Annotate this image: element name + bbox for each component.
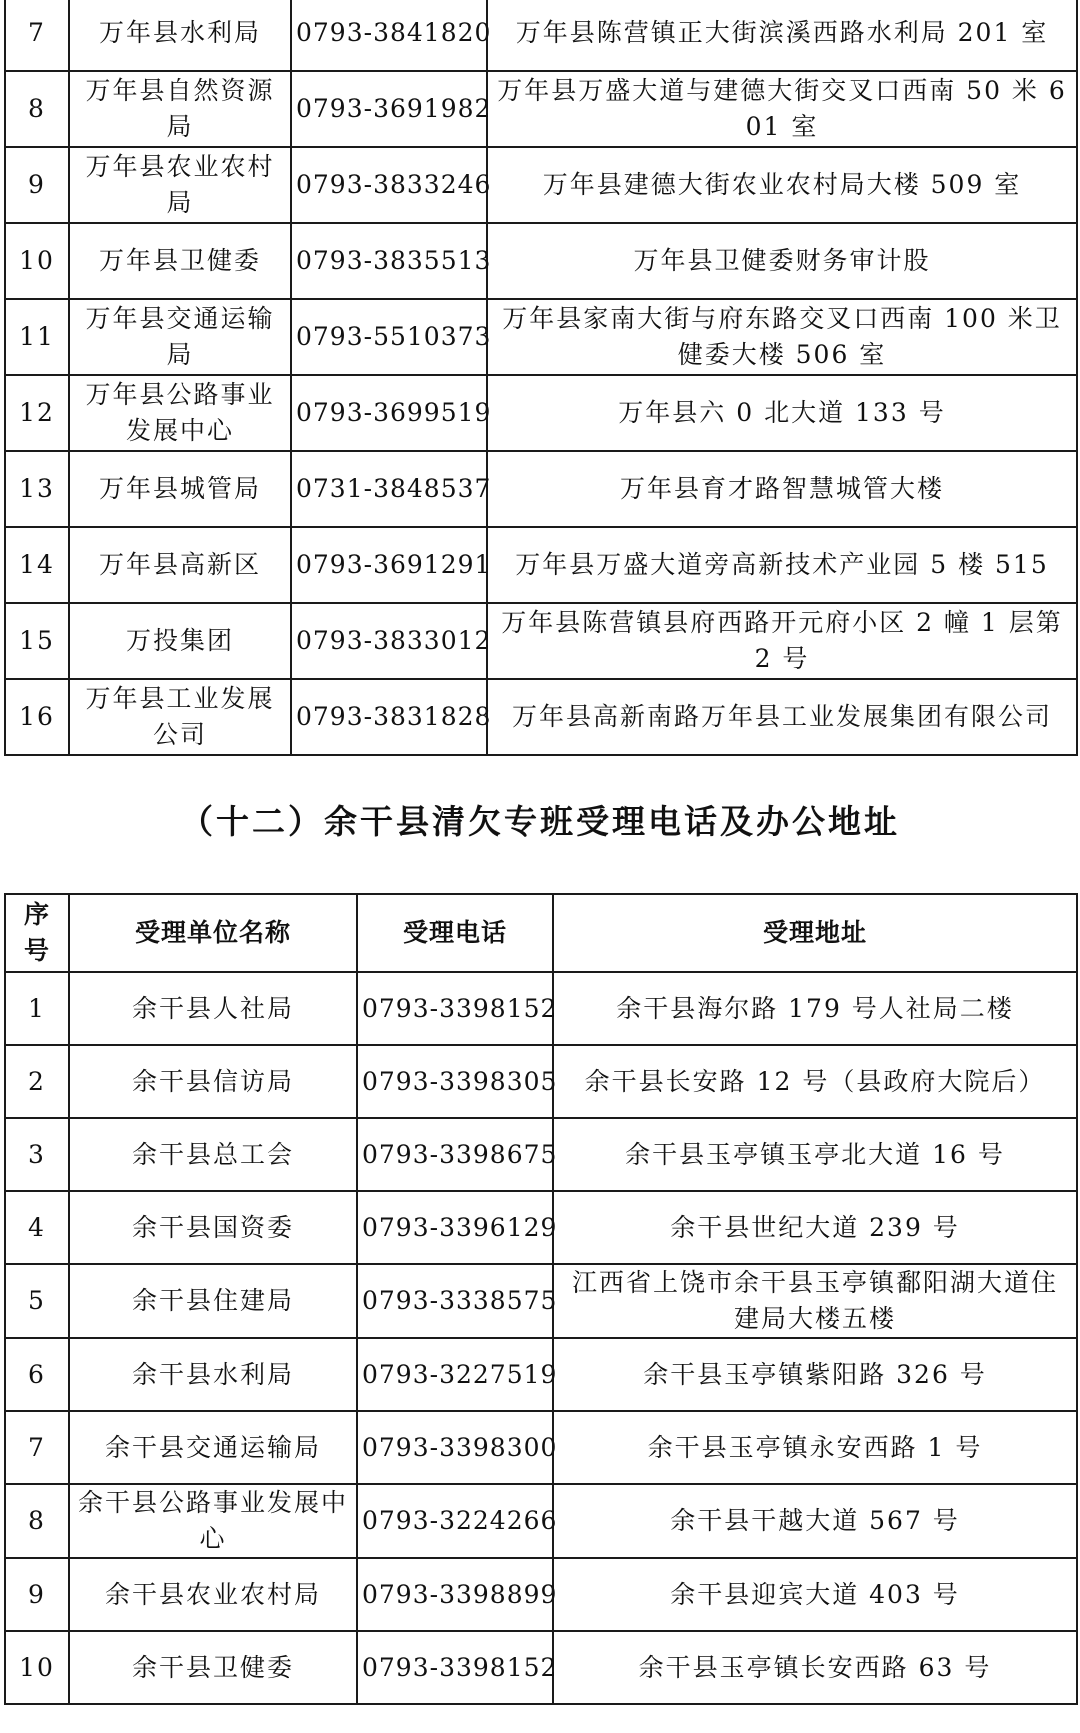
phone-number: 0793-3398152 <box>357 1631 553 1704</box>
table-row <box>5 1264 1077 1338</box>
row-number: 7 <box>5 1411 69 1484</box>
office-address: 余干县长安路 12 号（县政府大院后） <box>553 1045 1077 1118</box>
unit-name: 余干县农业农村局 <box>69 1558 357 1631</box>
row-number: 6 <box>5 1338 69 1411</box>
office-address: 万年县卫健委财务审计股 <box>487 223 1077 299</box>
phone-number: 0793-3398300 <box>357 1411 553 1484</box>
table-row <box>5 375 1077 451</box>
phone-number: 0793-3691982 <box>291 71 487 147</box>
row-number: 9 <box>5 147 69 223</box>
unit-name: 余干县国资委 <box>69 1191 357 1264</box>
phone-number: 0793-3396129 <box>357 1191 553 1264</box>
table-row <box>5 972 1077 1045</box>
yugan-contact-table <box>4 893 1078 1705</box>
unit-name: 余干县人社局 <box>69 972 357 1045</box>
wannian-table-body <box>5 0 1077 755</box>
unit-name: 余干县交通运输局 <box>69 1411 357 1484</box>
phone-number: 0793-3699519 <box>291 375 487 451</box>
office-address: 江西省上饶市余干县玉亭镇鄱阳湖大道住建局大楼五楼 <box>553 1264 1077 1338</box>
office-address: 余干县玉亭镇紫阳路 326 号 <box>553 1338 1077 1411</box>
row-number: 3 <box>5 1118 69 1191</box>
unit-name: 万年县工业发展公司 <box>69 679 291 755</box>
table-row <box>5 223 1077 299</box>
yugan-table-body <box>5 972 1077 1704</box>
office-address: 万年县六 0 北大道 133 号 <box>487 375 1077 451</box>
office-address: 万年县家南大街与府东路交叉口西南 100 米卫健委大楼 506 室 <box>487 299 1077 375</box>
phone-number: 0731-3848537 <box>291 451 487 527</box>
unit-name: 万年县农业农村局 <box>69 147 291 223</box>
header-address: 受理地址 <box>553 894 1077 972</box>
table-row <box>5 1484 1077 1558</box>
row-number: 10 <box>5 1631 69 1704</box>
office-address: 万年县育才路智慧城管大楼 <box>487 451 1077 527</box>
row-number: 2 <box>5 1045 69 1118</box>
phone-number: 0793-3398152 <box>357 972 553 1045</box>
phone-number: 0793-3224266 <box>357 1484 553 1558</box>
unit-name: 余干县公路事业发展中心 <box>69 1484 357 1558</box>
row-number: 16 <box>5 679 69 755</box>
unit-name: 余干县住建局 <box>69 1264 357 1338</box>
unit-name: 余干县信访局 <box>69 1045 357 1118</box>
phone-number: 0793-3833012 <box>291 603 487 679</box>
row-number: 9 <box>5 1558 69 1631</box>
row-number: 8 <box>5 1484 69 1558</box>
table-row <box>5 299 1077 375</box>
unit-name: 万年县城管局 <box>69 451 291 527</box>
phone-number: 0793-3398305 <box>357 1045 553 1118</box>
row-number: 15 <box>5 603 69 679</box>
table-row <box>5 147 1077 223</box>
unit-name: 万年县交通运输局 <box>69 299 291 375</box>
unit-name: 万年县卫健委 <box>69 223 291 299</box>
unit-name: 万投集团 <box>69 603 291 679</box>
table-row <box>5 679 1077 755</box>
unit-name: 万年县公路事业发展中心 <box>69 375 291 451</box>
table-row <box>5 0 1077 71</box>
table-row <box>5 1191 1077 1264</box>
row-number: 13 <box>5 451 69 527</box>
header-unit-name: 受理单位名称 <box>69 894 357 972</box>
header-row <box>5 894 1077 972</box>
office-address: 余干县海尔路 179 号人社局二楼 <box>553 972 1077 1045</box>
row-number: 8 <box>5 71 69 147</box>
office-address: 余干县玉亭镇永安西路 1 号 <box>553 1411 1077 1484</box>
table-row <box>5 1631 1077 1704</box>
office-address: 余干县干越大道 567 号 <box>553 1484 1077 1558</box>
table-row <box>5 1045 1077 1118</box>
table-row <box>5 1338 1077 1411</box>
office-address: 余干县玉亭镇玉亭北大道 16 号 <box>553 1118 1077 1191</box>
phone-number: 0793-3835513 <box>291 223 487 299</box>
office-address: 余干县玉亭镇长安西路 63 号 <box>553 1631 1077 1704</box>
section-title: （十二）余干县清欠专班受理电话及办公地址 <box>180 802 900 841</box>
header-phone: 受理电话 <box>357 894 553 972</box>
row-number: 4 <box>5 1191 69 1264</box>
row-number: 7 <box>5 0 69 71</box>
phone-number: 0793-3841820 <box>291 0 487 71</box>
phone-number: 0793-3338575 <box>357 1264 553 1338</box>
unit-name: 万年县水利局 <box>69 0 291 71</box>
phone-number: 0793-3398899 <box>357 1558 553 1631</box>
table-row <box>5 527 1077 603</box>
office-address: 万年县万盛大道与建德大街交叉口西南 50 米 601 室 <box>487 71 1077 147</box>
phone-number: 0793-3691291 <box>291 527 487 603</box>
office-address: 万年县高新南路万年县工业发展集团有限公司 <box>487 679 1077 755</box>
office-address: 万年县建德大街农业农村局大楼 509 室 <box>487 147 1077 223</box>
table-row <box>5 1558 1077 1631</box>
office-address: 万年县陈营镇正大街滨溪西路水利局 201 室 <box>487 0 1077 71</box>
row-number: 14 <box>5 527 69 603</box>
phone-number: 0793-3398675 <box>357 1118 553 1191</box>
unit-name: 万年县自然资源局 <box>69 71 291 147</box>
office-address: 余干县迎宾大道 403 号 <box>553 1558 1077 1631</box>
table-row <box>5 71 1077 147</box>
phone-number: 0793-5510373 <box>291 299 487 375</box>
office-address: 余干县世纪大道 239 号 <box>553 1191 1077 1264</box>
table-row <box>5 1411 1077 1484</box>
phone-number: 0793-3831828 <box>291 679 487 755</box>
header-row-number: 序号 <box>5 894 69 972</box>
unit-name: 余干县卫健委 <box>69 1631 357 1704</box>
office-address: 万年县万盛大道旁高新技术产业园 5 楼 515 <box>487 527 1077 603</box>
unit-name: 余干县水利局 <box>69 1338 357 1411</box>
unit-name: 余干县总工会 <box>69 1118 357 1191</box>
row-number: 5 <box>5 1264 69 1338</box>
table-row <box>5 1118 1077 1191</box>
table-row <box>5 451 1077 527</box>
phone-number: 0793-3833246 <box>291 147 487 223</box>
yugan-table-header <box>5 894 1077 972</box>
row-number: 1 <box>5 972 69 1045</box>
wannian-contact-table <box>4 0 1078 756</box>
row-number: 12 <box>5 375 69 451</box>
phone-number: 0793-3227519 <box>357 1338 553 1411</box>
office-address: 万年县陈营镇县府西路开元府小区 2 幢 1 层第 2 号 <box>487 603 1077 679</box>
row-number: 11 <box>5 299 69 375</box>
unit-name: 万年县高新区 <box>69 527 291 603</box>
table-row <box>5 603 1077 679</box>
row-number: 10 <box>5 223 69 299</box>
